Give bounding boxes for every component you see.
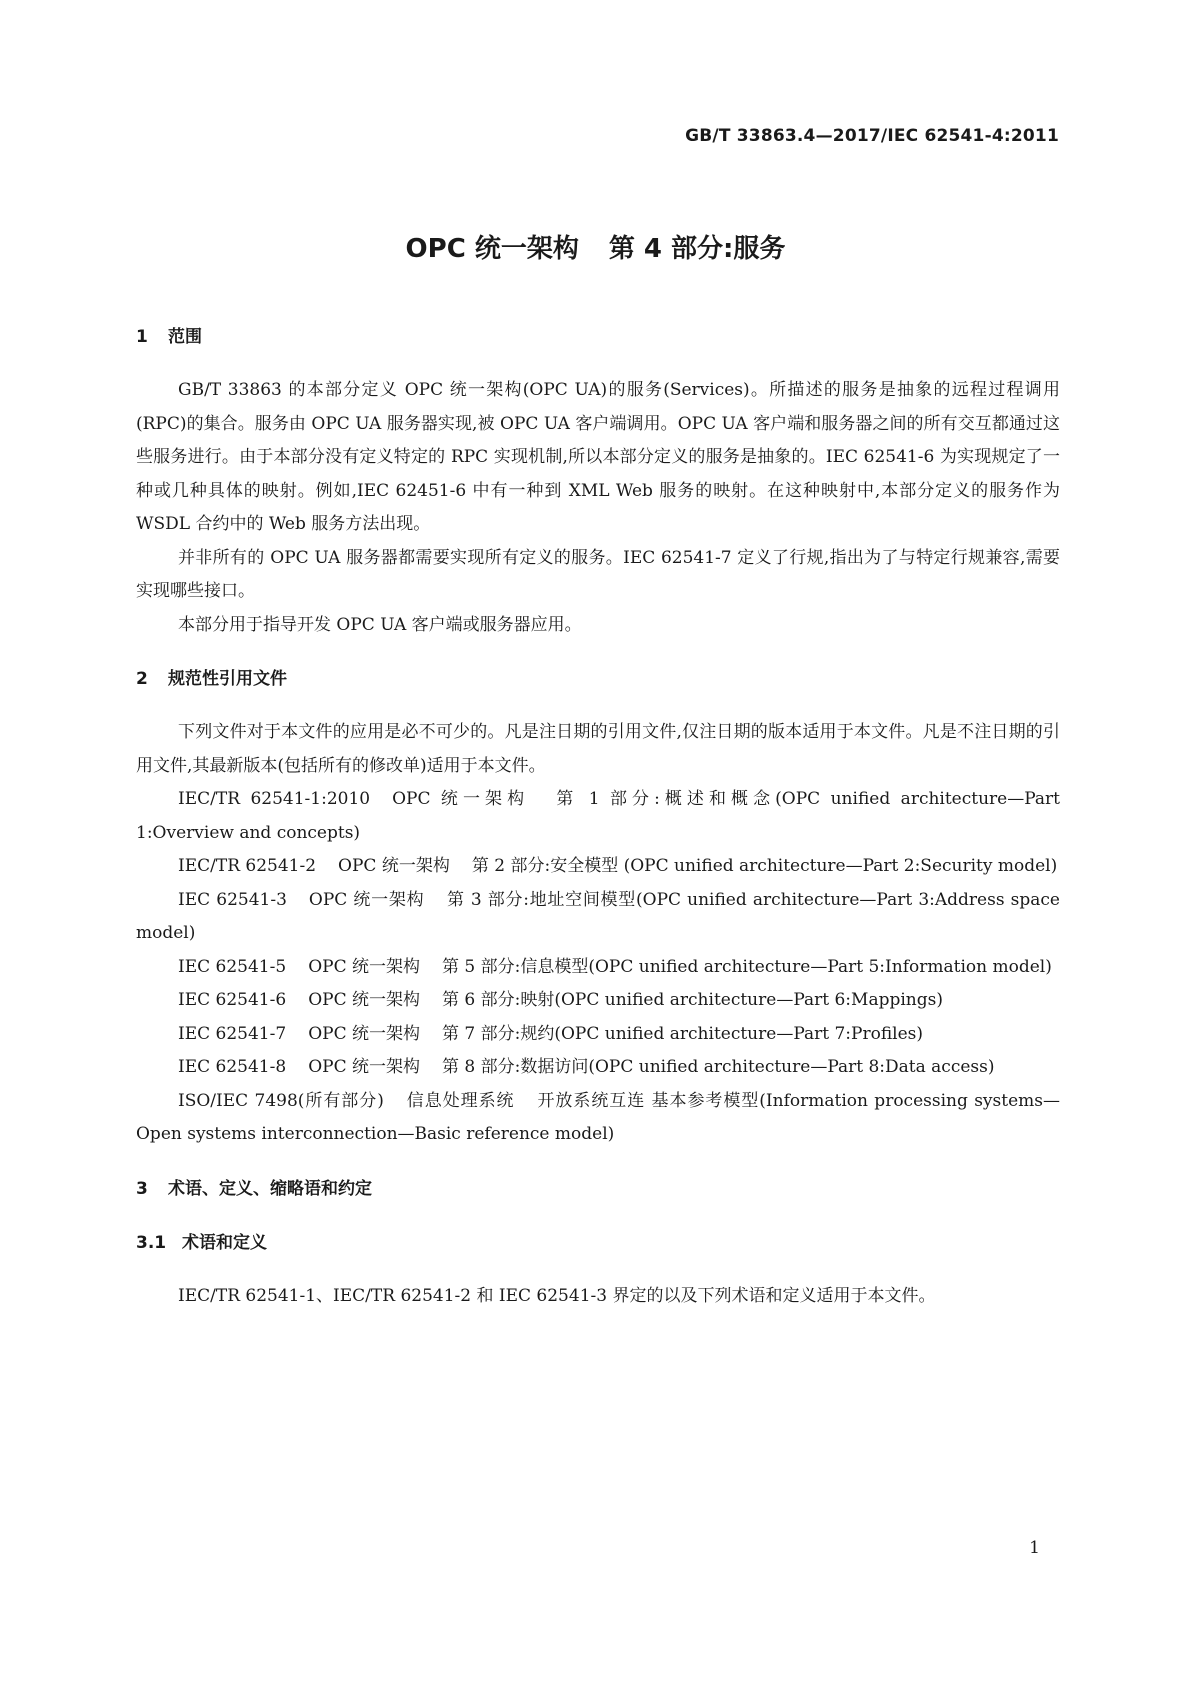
paragraph: IEC/TR 62541-1、IEC/TR 62541-2 和 IEC 62541-3 界定的以及下列术语和定义适用于本文件。 <box>178 1285 936 1306</box>
section-title: 术语和定义 <box>182 1232 267 1253</box>
section-3-heading <box>136 1178 1060 1200</box>
paragraph: 下列文件对于本文件的应用是必不可少的。凡是注日期的引用文件,仅注日期的版本适用于本文件。凡是不注日期的引用文件,其最新版本(包括所有的修改单)适用于本文件。 <box>136 722 1060 776</box>
reference-item: IEC 62541-3 OPC 统一架构 第 3 部分:地址空间模型(OPC unified architecture—Part 3:Address space model) <box>136 889 1060 943</box>
reference-item: IEC/TR 62541-1:2010 OPC 统一架构 第 1 部分:概述和概念(OPC unified architecture—Part 1:Overview and concepts) <box>136 789 1060 843</box>
paragraph: 本部分用于指导开发 OPC UA 客户端或服务器应用。 <box>178 614 582 635</box>
section-1-heading <box>136 326 1060 348</box>
section-number: 2 <box>136 669 148 689</box>
document-title <box>0 228 1191 265</box>
section-number: 1 <box>136 327 148 347</box>
document-body <box>136 326 1060 1313</box>
standard-code-header: GB/T 33863.4—2017/IEC 62541-4:2011 <box>685 126 1059 146</box>
page-number: 1 <box>1029 1538 1040 1558</box>
section-number: 3 <box>136 1178 148 1199</box>
title-series: OPC 统一架构 <box>405 234 579 264</box>
reference-item: IEC/TR 62541-2 OPC 统一架构 第 2 部分:安全模型 (OPC unified architecture—Part 2:Security model) <box>178 856 1058 876</box>
paragraph: 并非所有的 OPC UA 服务器都需要实现所有定义的服务。IEC 62541-7 定义了行规,指出为了与特定行规兼容,需要实现哪些接口。 <box>136 547 1060 601</box>
reference-item: IEC 62541-8 OPC 统一架构 第 8 部分:数据访问(OPC unified architecture—Part 8:Data access) <box>178 1057 995 1077</box>
section-number: 3.1 <box>136 1232 167 1253</box>
section-title: 术语、定义、缩略语和约定 <box>168 1178 372 1199</box>
reference-item: ISO/IEC 7498(所有部分) 信息处理系统 开放系统互连 基本参考模型(Information processing systems—Open systems interconnection—Basic reference model) <box>136 1090 1060 1144</box>
reference-item: IEC 62541-5 OPC 统一架构 第 5 部分:信息模型(OPC unified architecture—Part 5:Information model) <box>178 956 1052 977</box>
section-2-heading <box>136 668 1060 690</box>
section-title: 范围 <box>168 327 202 347</box>
reference-item: IEC 62541-7 OPC 统一架构 第 7 部分:规约(OPC unified architecture—Part 7:Profiles) <box>178 1023 924 1044</box>
title-part: 第 4 部分:服务 <box>608 234 786 264</box>
section-3-1-heading <box>136 1232 1060 1254</box>
reference-item: IEC 62541-6 OPC 统一架构 第 6 部分:映射(OPC unified architecture—Part 6:Mappings) <box>178 990 943 1010</box>
paragraph: GB/T 33863 的本部分定义 OPC 统一架构(OPC UA)的服务(Services)。所描述的服务是抽象的远程过程调用(RPC)的集合。服务由 OPC UA 服务器实现,被 OPC UA 客户端调用。OPC UA 客户端和服务器之间的所有交互都通过这些服务进行。由于本部分没有定义特定的 RPC 实现机制,所以本部分定义的服务是抽象的。IEC 62541-6 为实现规定了一种或几种具体的映射。例如,IEC 62451-6 中有一种到 XML Web 服务的映射。在这种映射中,本部分定义的服务作为 WSDL 合约中的 Web 服务方法出现。 <box>136 380 1060 534</box>
section-title: 规范性引用文件 <box>168 669 287 689</box>
